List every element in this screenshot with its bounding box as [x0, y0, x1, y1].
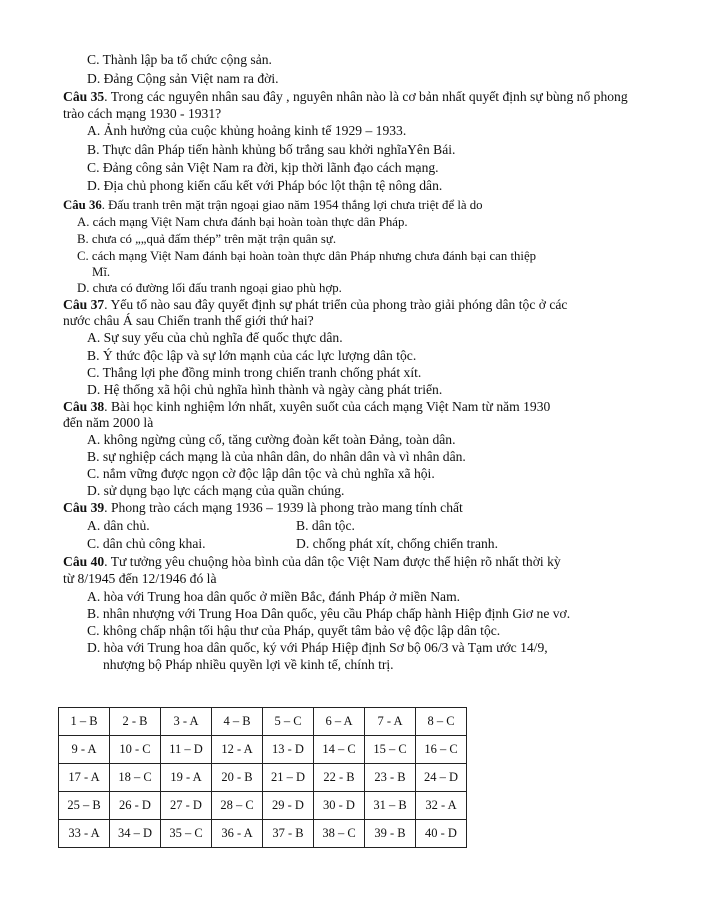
- q35-option-b: B. Thực dân Pháp tiến hành khủng bố trắng sau khởi nghĩaYên Bái.: [87, 142, 456, 157]
- q39-option-a: A. dân chủ.: [87, 518, 150, 533]
- answer-cell: 28 – C: [212, 792, 263, 820]
- answer-cell: 8 – C: [416, 708, 467, 736]
- q34-option-c: C. Thành lập ba tổ chức cộng sản.: [87, 52, 272, 67]
- q37-option-c: C. Thắng lợi phe đồng minh trong chiến tranh chống phát xít.: [87, 365, 422, 380]
- q38-stem: [63, 398, 550, 415]
- table-row: [59, 792, 467, 820]
- answer-cell: 20 - B: [212, 764, 263, 792]
- q38-option-b: B. sự nghiệp cách mạng là của nhân dân, do nhân dân và vì nhân dân.: [87, 449, 466, 464]
- answer-cell: 24 – D: [416, 764, 467, 792]
- q39-option-d: D. chống phát xít, chống chiến tranh.: [296, 536, 498, 551]
- q39-stem: [63, 499, 463, 516]
- q34-option-d: D. Đảng Cộng sản Việt nam ra đời.: [87, 71, 279, 86]
- q40-stem-cont: từ 8/1945 đến 12/1946 đó là: [63, 571, 217, 586]
- answer-cell: 19 - A: [161, 764, 212, 792]
- q36-option-c-cont: Mĩ.: [92, 265, 111, 279]
- q40-option-d-cont: nhượng bộ Pháp nhiều quyền lợi về kinh tế, chính trị.: [103, 657, 394, 672]
- q38-stem-cont: đến năm 2000 là: [63, 415, 154, 430]
- q38-option-d: D. sử dụng bạo lực cách mạng của quần chúng.: [87, 483, 345, 498]
- q36-label: Câu 36: [63, 198, 102, 212]
- q40-option-b: B. nhân nhượng với Trung Hoa Dân quốc, yêu cầu Pháp chấp hành Hiệp định Giơ ne vơ.: [87, 606, 571, 621]
- answer-cell: 17 - A: [59, 764, 110, 792]
- answer-cell: 31 – B: [365, 792, 416, 820]
- q40-option-a: A. hòa với Trung hoa dân quốc ở miền Bắc, đánh Pháp ở miền Nam.: [87, 589, 461, 604]
- q38-stem-text: . Bài học kinh nghiệm lớn nhất, xuyên suốt của cách mạng Việt Nam từ năm 1930: [104, 399, 551, 414]
- q35-label: Câu 35: [63, 89, 105, 104]
- answer-cell: 40 - D: [416, 820, 467, 848]
- answer-cell: 14 – C: [314, 736, 365, 764]
- q35-stem-cont: trào cách mạng 1930 - 1931?: [63, 106, 222, 121]
- q39-label: Câu 39: [63, 500, 105, 515]
- answer-cell: 2 - B: [110, 708, 161, 736]
- q36-stem: [63, 197, 483, 214]
- q35-option-c: C. Đảng công sản Việt Nam ra đời, kịp thời lãnh đạo cách mạng.: [87, 160, 439, 175]
- answer-cell: 25 – B: [59, 792, 110, 820]
- answer-cell: 38 – C: [314, 820, 365, 848]
- q35-stem-text: . Trong các nguyên nhân sau đây , nguyên nhân nào là cơ bản nhất quyết định sự bùng nổ phong: [104, 89, 628, 104]
- answer-cell: 4 – B: [212, 708, 263, 736]
- table-row: [59, 708, 467, 736]
- answer-cell: 12 - A: [212, 736, 263, 764]
- answer-cell: 21 – D: [263, 764, 314, 792]
- answer-cell: 13 - D: [263, 736, 314, 764]
- q35-option-d: D. Địa chủ phong kiến cấu kết với Pháp bóc lột thận tệ nông dân.: [87, 178, 443, 193]
- table-row: [59, 820, 467, 848]
- answer-cell: 5 – C: [263, 708, 314, 736]
- answer-cell: 15 – C: [365, 736, 416, 764]
- answer-cell: 3 - A: [161, 708, 212, 736]
- answer-cell: 37 - B: [263, 820, 314, 848]
- q36-option-c: C. cách mạng Việt Nam đánh bại hoàn toàn thực dân Pháp nhưng chưa đánh bại can thiệp: [77, 249, 537, 263]
- q39-option-b: B. dân tộc.: [296, 518, 355, 533]
- answer-cell: 6 – A: [314, 708, 365, 736]
- answer-cell: 29 - D: [263, 792, 314, 820]
- q36-option-b: B. chưa có „„quả đấm thép” trên mặt trận quân sự.: [77, 232, 337, 246]
- answer-key-table: [58, 707, 467, 848]
- answer-cell: 1 – B: [59, 708, 110, 736]
- answer-cell: 18 – C: [110, 764, 161, 792]
- q37-stem-cont: nước châu Á sau Chiến tranh thế giới thứ hai?: [63, 313, 314, 328]
- answer-cell: 35 – C: [161, 820, 212, 848]
- answer-cell: 33 - A: [59, 820, 110, 848]
- answer-cell: 10 - C: [110, 736, 161, 764]
- answer-cell: 34 – D: [110, 820, 161, 848]
- q36-option-d: D. chưa có đường lối đấu tranh ngoại giao phù hợp.: [77, 281, 342, 295]
- answer-cell: 16 – C: [416, 736, 467, 764]
- answer-cell: 26 - D: [110, 792, 161, 820]
- q38-label: Câu 38: [63, 399, 105, 414]
- q37-stem: [63, 296, 567, 313]
- answer-cell: 11 – D: [161, 736, 212, 764]
- q39-stem-text: . Phong trào cách mạng 1936 – 1939 là phong trào mang tính chất: [104, 500, 463, 515]
- answer-cell: 32 - A: [416, 792, 467, 820]
- q38-option-a: A. không ngừng củng cố, tăng cường đoàn kết toàn Đảng, toàn dân.: [87, 432, 456, 447]
- q35-option-a: A. Ảnh hưởng của cuộc khủng hoảng kinh tế 1929 – 1933.: [87, 123, 407, 138]
- answer-cell: 27 - D: [161, 792, 212, 820]
- q36-option-a: A. cách mạng Việt Nam chưa đánh bại hoàn toàn thực dân Pháp.: [77, 215, 408, 229]
- answer-cell: 36 - A: [212, 820, 263, 848]
- q36-stem-text: . Đấu tranh trên mặt trận ngoại giao năm 1954 thắng lợi chưa triệt để là do: [101, 198, 483, 212]
- q37-option-b: B. Ý thức độc lập và sự lớn mạnh của các lực lượng dân tộc.: [87, 348, 417, 363]
- q39-option-c: C. dân chủ công khai.: [87, 536, 206, 551]
- q38-option-c: C. nắm vững được ngọn cờ độc lập dân tộc và chủ nghĩa xã hội.: [87, 466, 435, 481]
- q40-stem: [63, 553, 561, 570]
- q40-option-d: D. hòa với Trung hoa dân quốc, ký với Pháp Hiệp định Sơ bộ 06/3 và Tạm ước 14/9,: [87, 640, 548, 655]
- q40-stem-text: . Tư tưởng yêu chuộng hòa bình của dân tộc Việt Nam được thể hiện rõ nhất thời kỳ: [104, 554, 561, 569]
- q37-stem-text: . Yếu tố nào sau đây quyết định sự phát triển của phong trào giải phóng dân tộc ở các: [104, 297, 568, 312]
- answer-cell: 23 - B: [365, 764, 416, 792]
- table-row: [59, 764, 467, 792]
- answer-cell: 39 - B: [365, 820, 416, 848]
- q40-option-c: C. không chấp nhận tối hậu thư của Pháp, quyết tâm bảo vệ độc lập dân tộc.: [87, 623, 501, 638]
- q37-label: Câu 37: [63, 297, 105, 312]
- answer-cell: 30 - D: [314, 792, 365, 820]
- answer-cell: 22 - B: [314, 764, 365, 792]
- table-row: [59, 736, 467, 764]
- q35-stem: [63, 88, 628, 105]
- answer-cell: 7 - A: [365, 708, 416, 736]
- answer-cell: 9 - A: [59, 736, 110, 764]
- q37-option-a: A. Sự suy yếu của chủ nghĩa đế quốc thực dân.: [87, 330, 343, 345]
- q37-option-d: D. Hệ thống xã hội chủ nghĩa hình thành và ngày càng phát triển.: [87, 382, 443, 397]
- q40-label: Câu 40: [63, 554, 105, 569]
